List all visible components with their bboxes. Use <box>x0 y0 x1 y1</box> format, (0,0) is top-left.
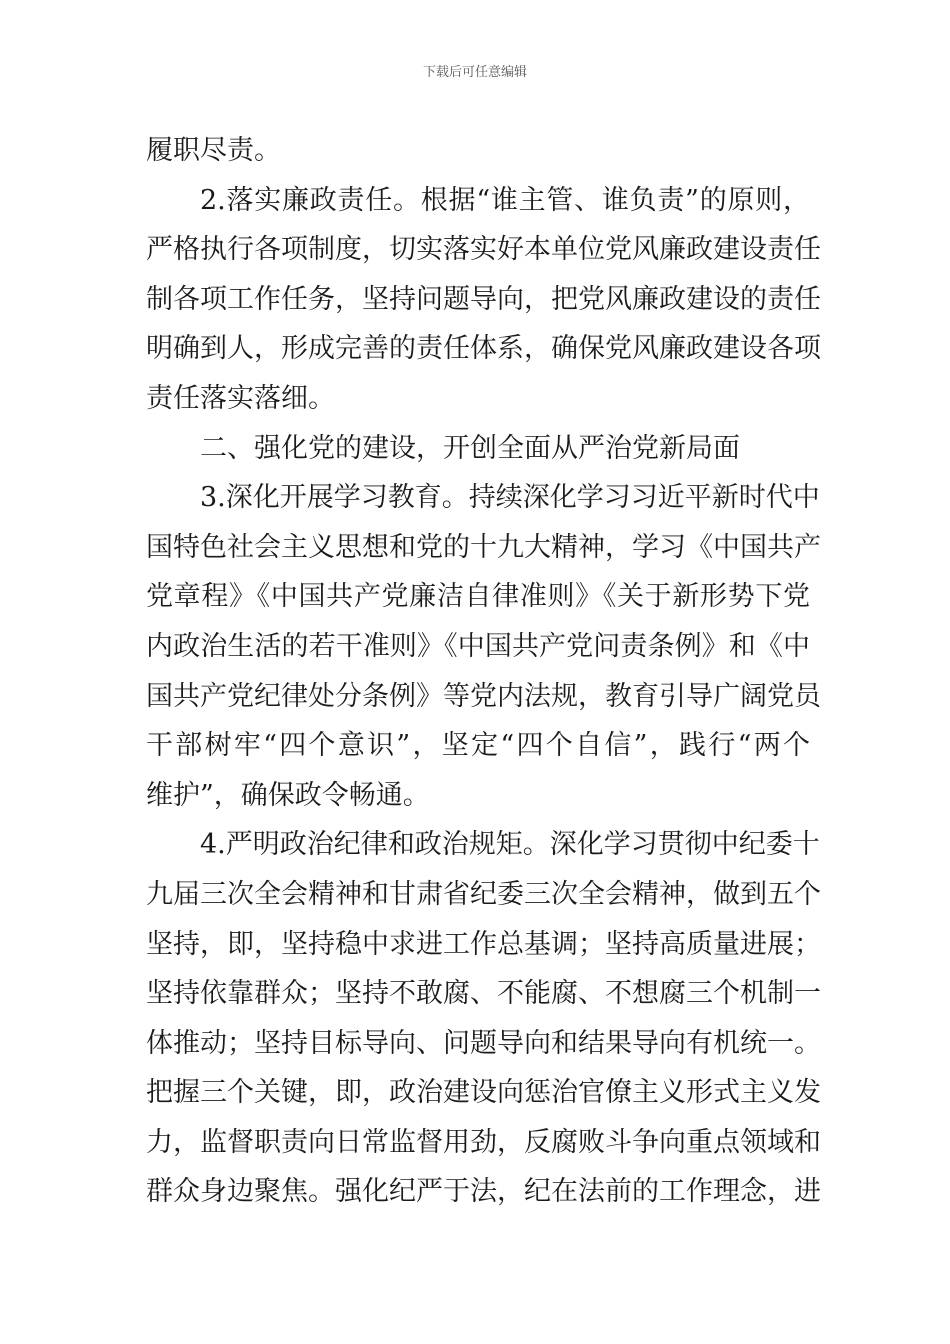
text-line: 履职尽责。 <box>146 135 281 166</box>
text-line: 党章程》《中国共产党廉洁自律准则》《关于新形势下党 <box>146 581 810 613</box>
text-line: 明确到人，形成完善的责任体系，确保党风廉政建设各项 <box>146 333 821 365</box>
text-line: 九届三次全会精神和甘肃省纪委三次全会精神，做到五个 <box>146 878 821 910</box>
text-line: 2.落实廉政责任。根据“谁主管、谁负责”的原则， <box>200 184 810 216</box>
text-line: 内政治生活的若干准则》《中国共产党问责条例》和《中 <box>146 630 810 662</box>
text-line: 二、强化党的建设，开创全面从严治党新局面 <box>200 432 740 464</box>
text-line: 干部树牢“四个意识”，坚定“四个自信”，践行“两个 <box>146 730 810 762</box>
text-line: 维护”，确保政令畅通。 <box>146 779 430 811</box>
text-line: 坚持，即，坚持稳中求进工作总基调；坚持高质量进展； <box>146 928 821 960</box>
text-line: 4.严明政治纪律和政治规矩。深化学习贯彻中纪委十 <box>200 829 820 861</box>
text-line: 严格执行各项制度，切实落实好本单位党风廉政建设责任 <box>146 234 821 266</box>
text-line: 国共产党纪律处分条例》等党内法规，教育引导广阔党员 <box>146 680 821 712</box>
text-line: 国特色社会主义思想和党的十九大精神，学习《中国共产 <box>146 531 821 563</box>
text-line: 责任落实落细。 <box>146 382 335 414</box>
document-body <box>146 126 821 1217</box>
text-line: 坚持依靠群众；坚持不敢腐、不能腐、不想腐三个机制一 <box>146 978 821 1010</box>
text-line: 制各项工作任务，坚持问题导向，把党风廉政建设的责任 <box>146 283 821 315</box>
text-line: 力，监督职责向日常监督用劲，反腐败斗争向重点领域和 <box>146 1126 821 1158</box>
text-line: 3.深化开展学习教育。持续深化学习习近平新时代中 <box>200 482 820 514</box>
page-header: 下载后可任意编辑 <box>422 65 527 80</box>
text-line: 群众身边聚焦。强化纪严于法，纪在法前的工作理念，进 <box>146 1176 821 1208</box>
text-line: 把握三个关键，即，政治建设向惩治官僚主义形式主义发 <box>146 1077 821 1109</box>
text-line: 体推动；坚持目标导向、问题导向和结果导向有机统一。 <box>146 1027 821 1059</box>
